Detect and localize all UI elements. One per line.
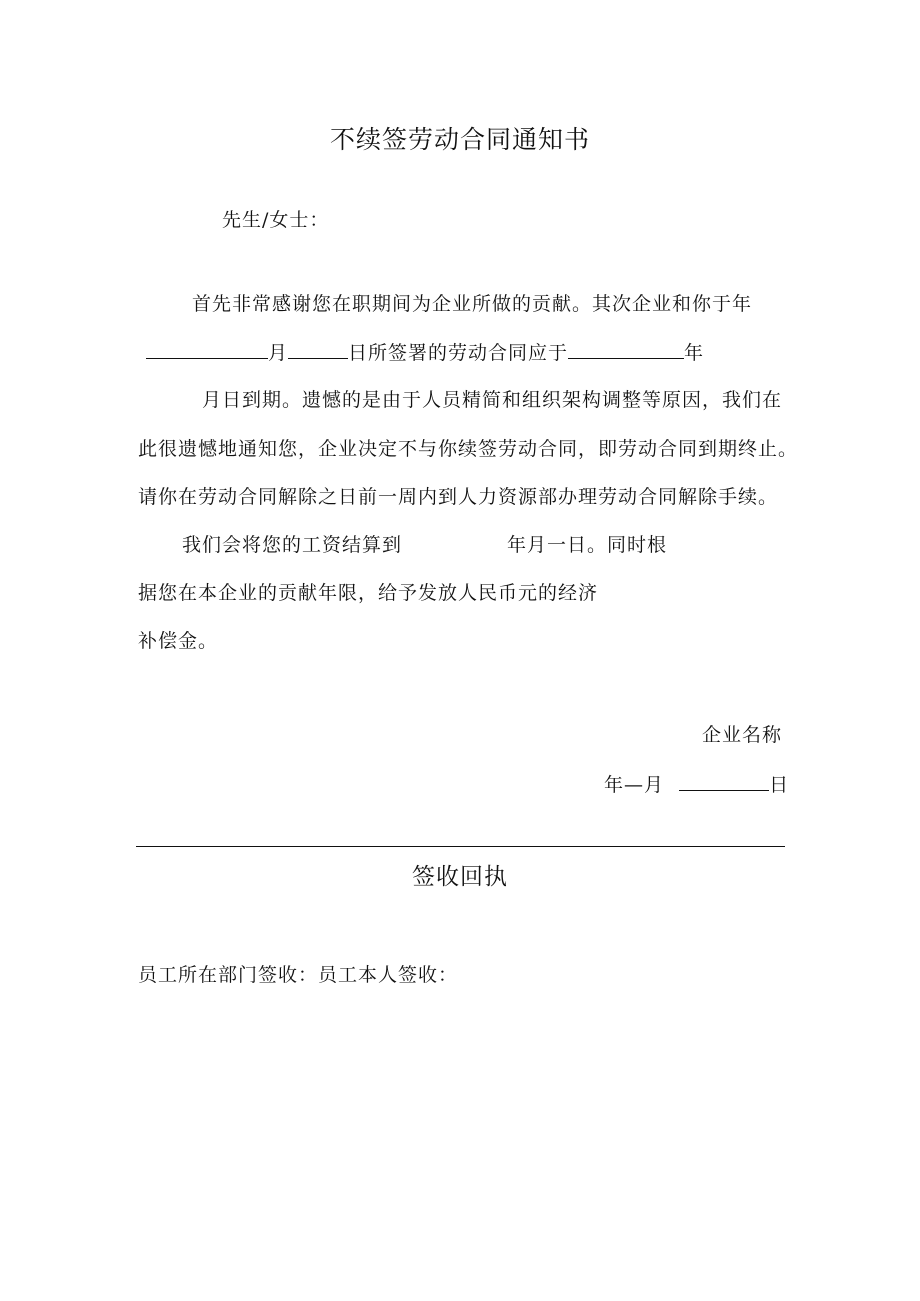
date-suffix: 日 (769, 774, 790, 796)
document-title: 不续签劳动合同通知书 (329, 125, 590, 154)
signature-date (604, 772, 789, 797)
blank-day-field[interactable] (288, 340, 348, 359)
paragraph-line: 月日到期。遗憾的是由于人员精简和组织架构调整等原因，我们在 (202, 389, 783, 411)
paragraph-line: 补偿金。 (138, 630, 219, 652)
date-prefix: 年—月 (604, 774, 665, 796)
paragraph-line: 首先非常感谢您在职期间为企业所做的贡献。其次企业和你于年 (192, 293, 753, 315)
blank-date-field[interactable] (679, 772, 769, 791)
salary-settlement-text: 我们会将您的工资结算到 (182, 534, 403, 556)
salary-settlement-date: 年月一日。同时根 (507, 534, 668, 556)
paragraph-line: 据您在本企业的贡献年限，给予发放人民币元的经济 (138, 582, 599, 604)
month-label: 月 (268, 342, 289, 364)
signed-date-text: 日所签署的劳动合同应于 (348, 342, 569, 364)
year-label: 年 (684, 342, 705, 364)
receipt-signature-line: 员工所在部门签收：员工本人签收： (138, 964, 459, 986)
paragraph-line: 请你在劳动合同解除之日前一周内到人力资源部办理劳动合同解除手续。 (138, 486, 779, 508)
paragraph-line: 此很遗憾地通知您，企业决定不与你续签劳动合同，即劳动合同到期终止。 (138, 438, 799, 460)
blank-year-field[interactable] (146, 340, 268, 359)
receipt-title: 签收回执 (412, 864, 508, 890)
salutation: 先生/女士： (222, 209, 330, 231)
blank-expiry-year-field[interactable] (568, 340, 684, 359)
section-divider (136, 846, 785, 847)
company-name: 企业名称 (702, 724, 783, 746)
paragraph-line-with-blanks (146, 340, 704, 365)
